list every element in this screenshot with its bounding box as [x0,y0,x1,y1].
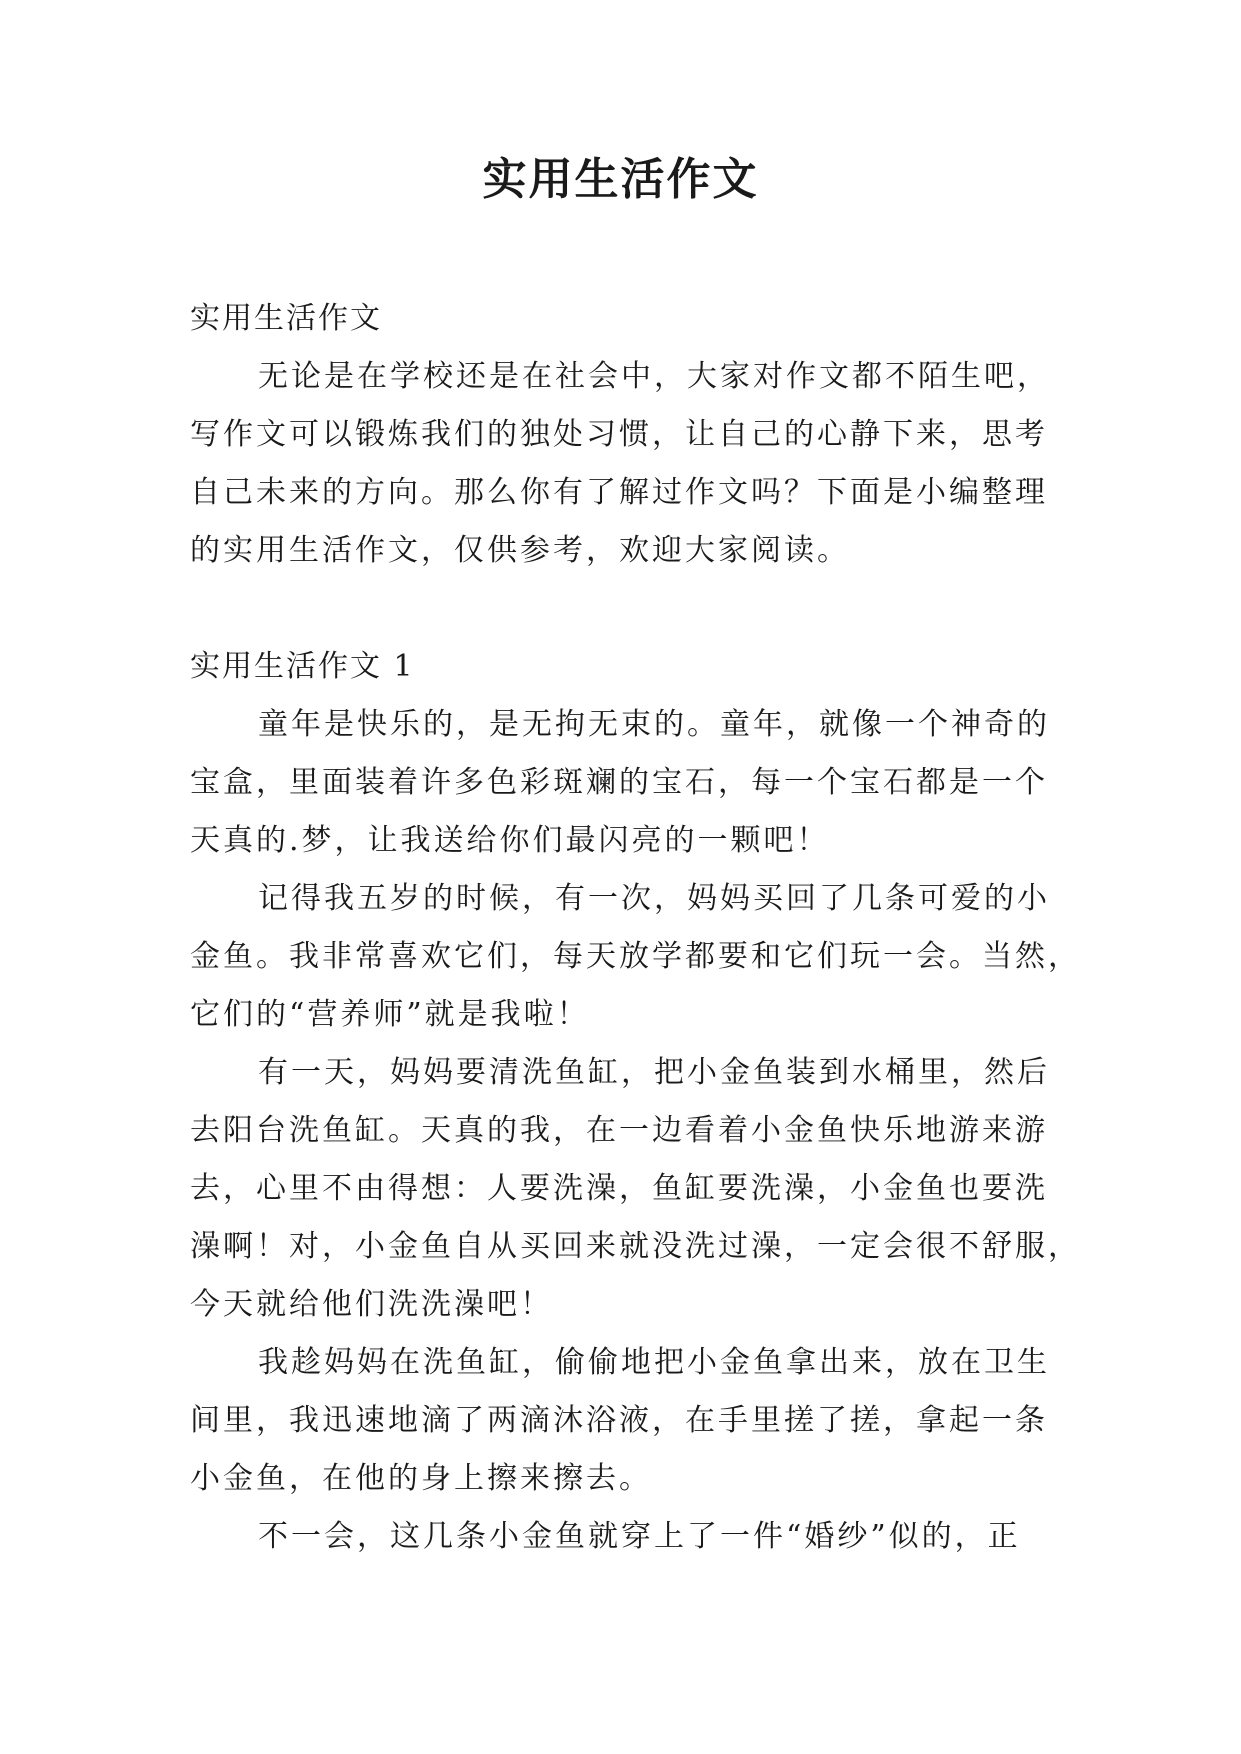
text-line: 小金鱼，在他的身上擦来擦去。 [190,1461,652,1496]
essay1-paragraph [190,1508,1070,1566]
essay1-paragraph [190,1044,1081,1334]
text-line: 不一会，这几条小金鱼就穿上了一件“婚纱”似的，正 [258,1519,1021,1554]
text-line: 记得我五岁的时候，有一次，妈妈买回了几条可爱的小 [258,881,1050,916]
text-line: 的实用生活作文，仅供参考，欢迎大家阅读。 [190,533,850,568]
intro-heading: 实用生活作文 [190,301,382,336]
text-line: 写作文可以锻炼我们的独处习惯，让自己的心静下来，思考 [190,417,1048,452]
document-body [190,290,1081,1566]
text-line: 宝盒，里面装着许多色彩斑斓的宝石，每一个宝石都是一个 [190,765,1048,800]
text-line: 去，心里不由得想：人要洗澡，鱼缸要洗澡，小金鱼也要洗 [190,1171,1048,1206]
section-gap [190,580,1070,638]
text-line: 澡啊！对，小金鱼自从买回来就没洗过澡，一定会很不舒服， [190,1229,1081,1264]
essay1-heading: 实用生活作文 1 [190,649,415,684]
text-line: 自己未来的方向。那么你有了解过作文吗？下面是小编整理 [190,475,1048,510]
text-line: 天真的.梦，让我送给你们最闪亮的一颗吧！ [190,823,830,858]
text-line: 有一天，妈妈要清洗鱼缸，把小金鱼装到水桶里，然后 [258,1055,1050,1090]
text-line: 去阳台洗鱼缸。天真的我，在一边看着小金鱼快乐地游来游 [190,1113,1048,1148]
essay1-paragraph [190,870,1081,1044]
text-line: 今天就给他们洗洗澡吧！ [190,1287,553,1322]
document-title: 实用生活作文 [482,154,759,205]
intro-paragraph [190,348,1070,580]
text-line: 金鱼。我非常喜欢它们，每天放学都要和它们玩一会。当然， [190,939,1081,974]
essay1-paragraph [190,696,1070,870]
text-line: 间里，我迅速地滴了两滴沐浴液，在手里搓了搓，拿起一条 [190,1403,1048,1438]
essay1-paragraph [190,1334,1070,1508]
text-line: 它们的“营养师”就是我啦！ [190,997,590,1032]
text-line: 我趁妈妈在洗鱼缸，偷偷地把小金鱼拿出来，放在卫生 [258,1345,1050,1380]
text-line: 无论是在学校还是在社会中，大家对作文都不陌生吧， [258,359,1050,394]
text-line: 童年是快乐的，是无拘无束的。童年，就像一个神奇的 [258,707,1050,742]
